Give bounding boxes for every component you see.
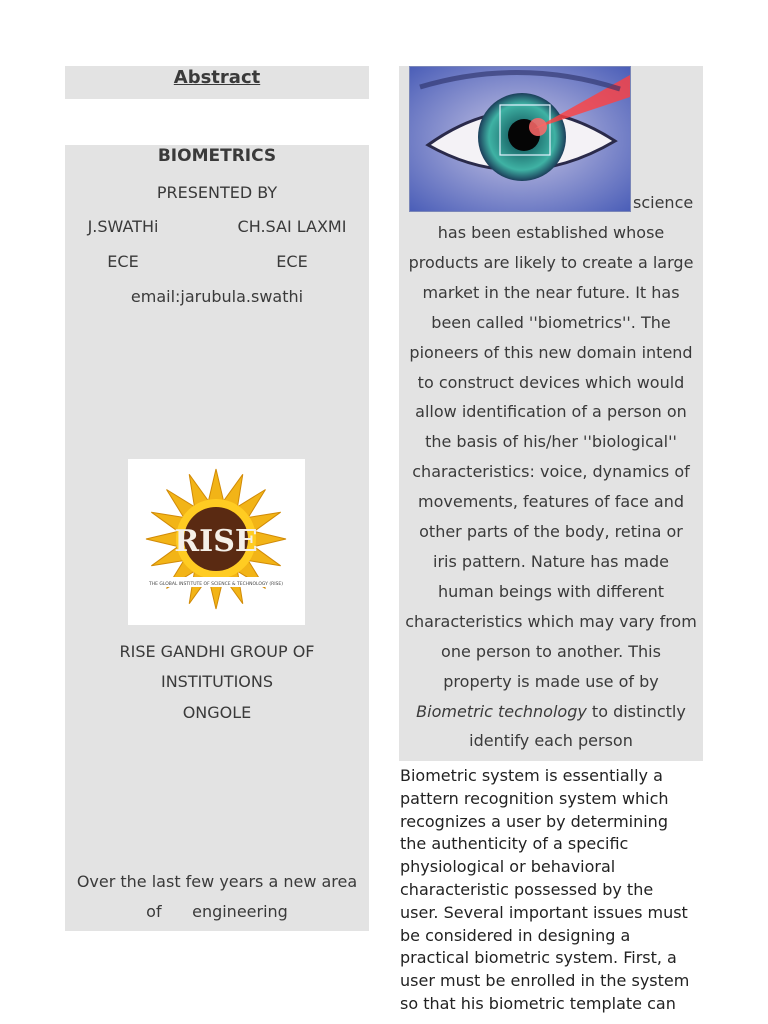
text-line: movements, features of face and [418,492,684,512]
science-word: science [633,193,694,212]
abstract-title: Abstract [173,67,261,88]
text-line: human beings with different [437,581,665,601]
abstract-header-box [65,66,369,99]
text-line: the basis of his/her ''biological'' [425,432,677,452]
text-line: one person to another. This [441,641,661,661]
text-line: characteristics which may vary from [405,611,697,631]
intro-line-2: of engineering [146,902,288,921]
text-line: been called ''biometrics''. The [431,312,671,332]
text-line: characteristics: voice, dynamics of [412,462,690,482]
eye-scan-image [409,66,631,212]
sunflower-logo-icon [128,459,305,625]
text-line-italic [399,697,703,727]
logo-text: RISE [174,524,258,559]
text-line: other parts of the body, retina or [419,522,683,542]
institution-line-2: INSTITUTIONS [160,672,274,691]
text-line: characteristic possessed by the [400,879,654,899]
italic-phrase: Biometric technology [416,701,587,721]
title-column [65,145,369,931]
text-line: has been established whose [437,223,665,242]
institution-city: ONGOLE [182,703,252,722]
presented-by-label: PRESENTED BY [156,183,278,202]
text-line: practical biometric system. First, a [400,948,677,968]
text-line: user must be enrolled in the system [400,971,690,991]
text-line: pattern recognition system which [400,788,669,808]
eye-icon [410,67,630,211]
text-fragment: to distinctly [586,701,686,721]
institution-name [65,637,369,697]
text-line: property is made use of by [443,671,659,691]
paper-title: BIOMETRICS [157,146,277,166]
intro-column [399,66,703,761]
text-line: be considered in designing a [400,925,631,945]
text-line: recognizes a user by determining [400,811,668,831]
body-paragraph [400,765,710,1016]
author-1: J.SWATHi [87,217,159,236]
department-2: ECE [276,252,308,271]
department-1: ECE [107,252,139,271]
logo-caption: THE GLOBAL INSTITUTE OF SCIENCE & TECHNOLOGY (RISE) [148,582,284,587]
text-line: Biometric system is essentially a [400,766,663,785]
text-line: user. Several important issues must [400,902,688,922]
text-line: iris pattern. Nature has made [433,551,669,571]
intro-paragraph [399,218,703,756]
text-line: identify each person [469,731,633,751]
institution-line-1: RISE GANDHI GROUP OF [119,642,315,661]
intro-line-1: Over the last few years a new area [76,872,358,891]
text-line: products are likely to create a large [408,252,694,272]
intro-text [65,867,369,927]
author-2: CH.SAI LAXMI [237,217,347,236]
rise-logo-image [128,459,305,625]
text-line: so that his biometric template can [400,993,676,1013]
author-email: email:jarubula.swathi [130,287,304,306]
text-line: physiological or behavioral [400,857,616,877]
text-line: pioneers of this new domain intend [409,342,693,362]
text-line: market in the near future. It has [422,282,680,302]
text-line: to construct devices which would [417,372,685,392]
text-line: allow identification of a person on [415,402,687,422]
text-line: the authenticity of a specific [400,834,629,854]
